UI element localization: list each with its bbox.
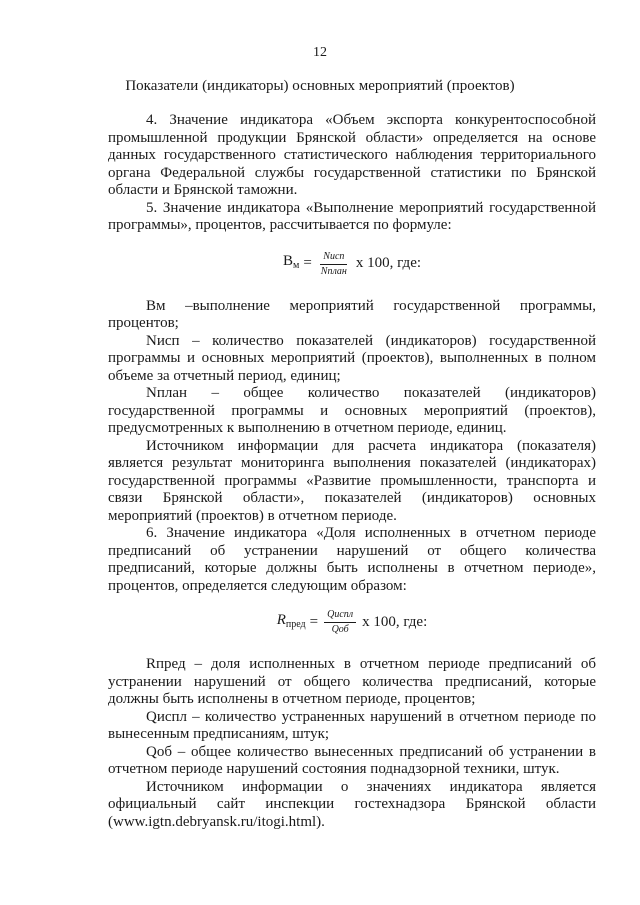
definition-q-ispl: Qиспл – количество устраненных нарушений в отчетном периоде по вынесенным предписаниям, штук; <box>108 708 596 742</box>
formula-bm-rest: х 100, где: <box>355 255 422 272</box>
formula-bm <box>108 251 596 278</box>
definition-q-ob: Qоб – общее количество вынесенных предписаний об устранении в отчетном периоде нарушений состояния поднадзорной техники, штук. <box>108 743 596 777</box>
formula-bm-numerator: Nисп <box>320 251 347 265</box>
formula-bm-denominator: Nплан <box>320 265 347 277</box>
definition-n-plan: Nплан – общее количество показателей (индикаторов) государственной программы и основных мероприятий (проектов), предусмотренных к выполнению в отчетном периоде, единиц. <box>108 385 596 436</box>
definition-bm: Вм –выполнение мероприятий государственной программы, процентов; <box>108 297 596 331</box>
definition-n-isp: Nисп – количество показателей (индикаторов) государственной программы и основных мероприятий (проектов), выполненных в полном объеме за отчетный период, единиц; <box>108 332 596 384</box>
paragraph-4: 4. Значение индикатора «Объем экспорта конкурентоспособной промышленной продукции Брянской области» определяется на основе данных государственного статистического наблюдения территориального органа Федеральной службы государственной статистики по Брянской области и Брянской таможни. <box>108 112 596 198</box>
formula-bm-lhs: $В_м$ <box>282 253 300 272</box>
formula-rpred-fraction <box>324 609 356 636</box>
paragraph-5: 5. Значение индикатора «Выполнение мероприятий государственной программы», процентов, рассчитывается по формуле: <box>108 199 596 233</box>
source-paragraph-2: Источником информации о значениях индикатора является официальный сайт инспекции гостехнадзора Брянской области (www.igtn.debryansk.ru/itogi.html). <box>108 778 596 830</box>
formula-rpred-denominator: Qоб <box>331 624 349 635</box>
definition-r-pred: Rпред – доля исполненных в отчетном периоде предписаний об устранении нарушений от общего количества предписаний, которые должны быть исполнены в отчетном периоде, процентов; <box>108 656 596 707</box>
formula-rpred <box>108 609 596 636</box>
document-body <box>108 112 596 831</box>
formula-rpred-lhs: $R_{пред}$ <box>276 611 306 630</box>
formula-rpred-equals: = <box>309 613 319 630</box>
formula-bm-fraction <box>318 251 350 278</box>
section-heading: Показатели (индикаторы) основных мероприятий (проектов) <box>125 78 515 94</box>
source-paragraph-1: Источником информации для расчета индикатора (показателя) является результат мониторинга выполнения показателей (индикаторах) государственной программы «Развитие промышленности, транспорта и связи Брянской области», показателей (индикаторов) основных мероприятий (проектов) в отчетном периоде. <box>108 437 596 524</box>
formula-rpred-numerator: Qиспл <box>324 609 356 623</box>
paragraph-6: 6. Значение индикатора «Доля исполненных в отчетном периоде предписаний об устранении нарушений от общего количества предписаний, которые должны быть исполнены в отчетном периоде», процентов, определяется следующим образом: <box>108 525 596 594</box>
formula-bm-equals: = <box>303 255 312 272</box>
formula-rpred-rest: х 100, где: <box>362 613 428 630</box>
page-number: 12 <box>313 45 327 60</box>
